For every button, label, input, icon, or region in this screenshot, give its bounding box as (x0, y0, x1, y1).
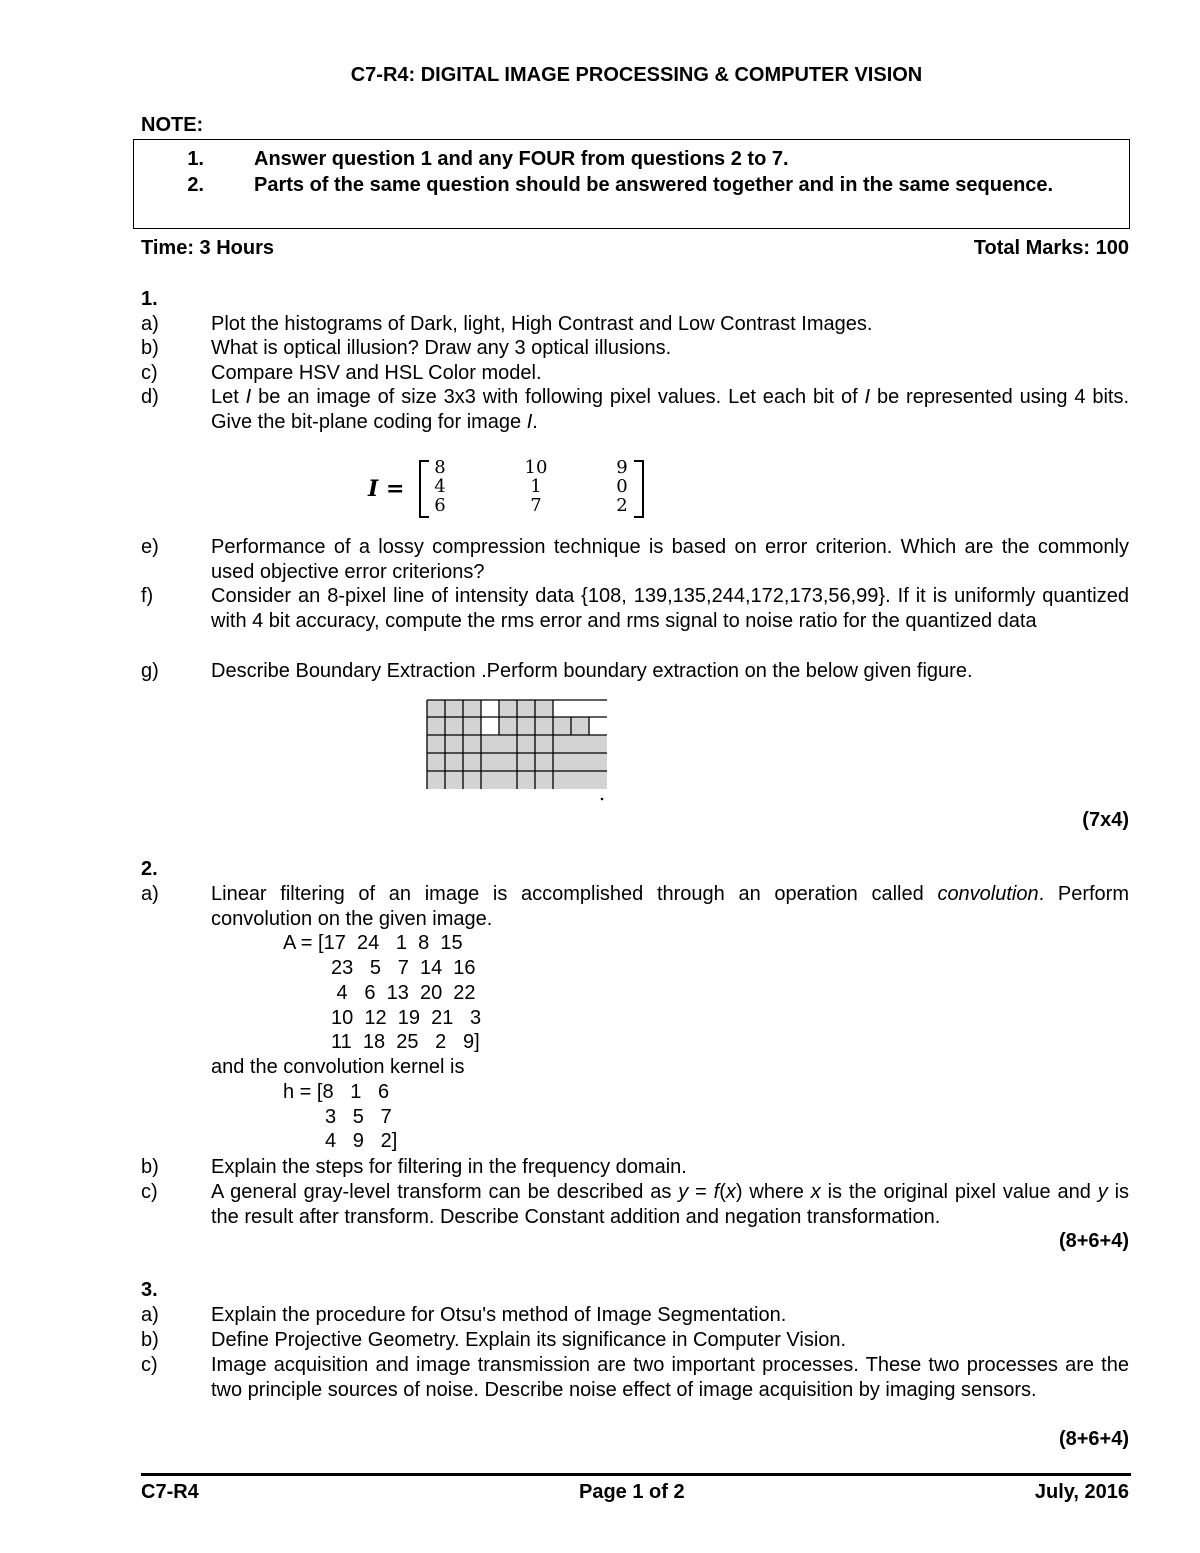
emphasis-text: convolution (937, 883, 1039, 905)
marks-label: (7x4) (1082, 809, 1129, 831)
image-variable: I (245, 386, 252, 408)
text-span: is the result after transform. Describe Constant addition and negation transformation. (211, 1181, 1130, 1228)
matrix-cell: 2 (616, 495, 628, 516)
matrix-cell: 6 (434, 495, 446, 516)
part-label: e) (141, 536, 159, 558)
text-span: . (532, 410, 538, 433)
matrix-lhs: I = (368, 476, 405, 502)
question-number: 3. (141, 1279, 158, 1301)
text-span: is the original pixel value and (820, 1181, 1098, 1203)
text-span: be represented using 4 bits. Give the bit-plane coding for image (211, 386, 1129, 433)
question-text: Explain the procedure for Otsu's method of Image Segmentation. (211, 1304, 787, 1326)
matrix-a-line: 23 5 7 14 16 (331, 957, 476, 979)
footer-code: C7-R4 (141, 1481, 199, 1503)
math-variable: f (713, 1181, 720, 1203)
matrix-i (368, 458, 658, 520)
white-cell (589, 717, 607, 735)
question-number: 1. (141, 288, 158, 310)
boundary-figure (426, 699, 610, 803)
question-text: Image acquisition and image transmission are two important processes. These two processes are the two principle sources of noise. Describe noise effect of image acquisition by imaging sensors. (211, 1354, 1129, 1401)
matrix-cell: 0 (616, 476, 628, 497)
matrix-h-line: 4 9 2] (325, 1130, 398, 1152)
time-label: Time: 3 Hours (141, 237, 274, 259)
text-span: = (688, 1181, 714, 1203)
matrix-cell: 10 (524, 457, 548, 478)
stray-mark (601, 798, 604, 801)
math-variable: x (810, 1181, 821, 1203)
math-variable: y (678, 1181, 689, 1203)
part-label: d) (141, 386, 159, 408)
matrix-cell: 1 (530, 476, 542, 497)
note-box (133, 139, 1130, 229)
text-span: ) (735, 1181, 743, 1203)
question-text (211, 1180, 1129, 1229)
matrix-a-line: 10 12 19 21 3 (331, 1007, 482, 1029)
part-label: b) (141, 1329, 159, 1351)
question-text: Plot the histograms of Dark, light, High Contrast and Low Contrast Images. (211, 313, 873, 335)
question-text: Describe Boundary Extraction .Perform boundary extraction on the below given figure. (211, 660, 973, 682)
question-text (211, 385, 1129, 434)
part-label: a) (141, 313, 159, 335)
white-cell (553, 700, 607, 717)
total-marks-label: Total Marks: 100 (973, 237, 1129, 259)
footer-date: July, 2016 (1034, 1481, 1129, 1503)
matrix-cell: 4 (434, 476, 446, 497)
note-item-text: Parts of the same question should be answered together and in the same sequence. (254, 174, 1054, 196)
part-label: c) (141, 1354, 158, 1376)
image-variable: I (526, 410, 533, 433)
question-text: What is optical illusion? Draw any 3 optical illusions. (211, 337, 672, 359)
text-span: Linear filtering of an image is accomplished through an operation called (211, 883, 938, 905)
part-label: c) (141, 362, 158, 384)
part-label: a) (141, 1304, 159, 1326)
question-number: 2. (141, 858, 158, 880)
text-span: ( (719, 1181, 726, 1203)
question-text: Define Projective Geometry. Explain its significance in Computer Vision. (211, 1329, 847, 1351)
matrix-a-line: A = [17 24 1 8 15 (283, 932, 463, 954)
matrix-cell: 9 (616, 457, 628, 478)
part-label: f) (141, 585, 154, 607)
matrix-h-line: 3 5 7 (325, 1106, 392, 1128)
marks-label: (8+6+4) (1058, 1428, 1129, 1450)
white-cell (481, 700, 499, 736)
part-label: b) (141, 1156, 159, 1178)
question-text (211, 882, 1129, 931)
question-text: Performance of a lossy compression technique is based on error criterion. Which are the commonly used objective error criterions? (211, 536, 1129, 583)
text-span: be an image of size 3x3 with following pixel values. Let each bit of (251, 386, 865, 408)
matrix-cell: 7 (530, 495, 542, 516)
text-span: A general gray-level transform can be described as (211, 1181, 679, 1203)
marks-label: (8+6+4) (1058, 1230, 1129, 1252)
note-heading: NOTE: (141, 114, 204, 136)
footer-rule (141, 1473, 1131, 1476)
matrix-h-line: h = [8 1 6 (283, 1081, 390, 1103)
text-span: Let (211, 386, 246, 408)
note-item-num: 1. (187, 148, 204, 170)
part-label: g) (141, 660, 159, 682)
note-item-num: 2. (187, 174, 204, 196)
math-variable: x (725, 1181, 736, 1203)
part-label: b) (141, 337, 159, 359)
question-text: Consider an 8-pixel line of intensity data {108, 139,135,244,172,173,56,99}. If it is uniformly quantized with 4 bit accuracy, compute the rms error and rms signal to noise ratio for the quantized data (211, 585, 1129, 632)
part-label: a) (141, 883, 159, 905)
matrix-cell: 8 (434, 457, 446, 478)
note-item-text: Answer question 1 and any FOUR from questions 2 to 7. (254, 148, 789, 170)
kernel-intro: and the convolution kernel is (211, 1056, 465, 1078)
question-text: Compare HSV and HSL Color model. (211, 362, 542, 384)
matrix-a-line: 4 6 13 20 22 (331, 982, 476, 1004)
math-variable: y (1097, 1181, 1108, 1203)
text-span: . Perform convolution on the given image. (211, 883, 1129, 930)
part-label: c) (141, 1181, 158, 1203)
page-title: C7-R4: DIGITAL IMAGE PROCESSING & COMPUTER VISION (350, 64, 923, 86)
matrix-a-line: 11 18 25 2 9] (331, 1031, 480, 1053)
image-variable: I (864, 386, 871, 408)
text-span: where (742, 1181, 811, 1203)
question-text: Explain the steps for filtering in the frequency domain. (211, 1156, 687, 1178)
footer-page: Page 1 of 2 (579, 1481, 685, 1503)
